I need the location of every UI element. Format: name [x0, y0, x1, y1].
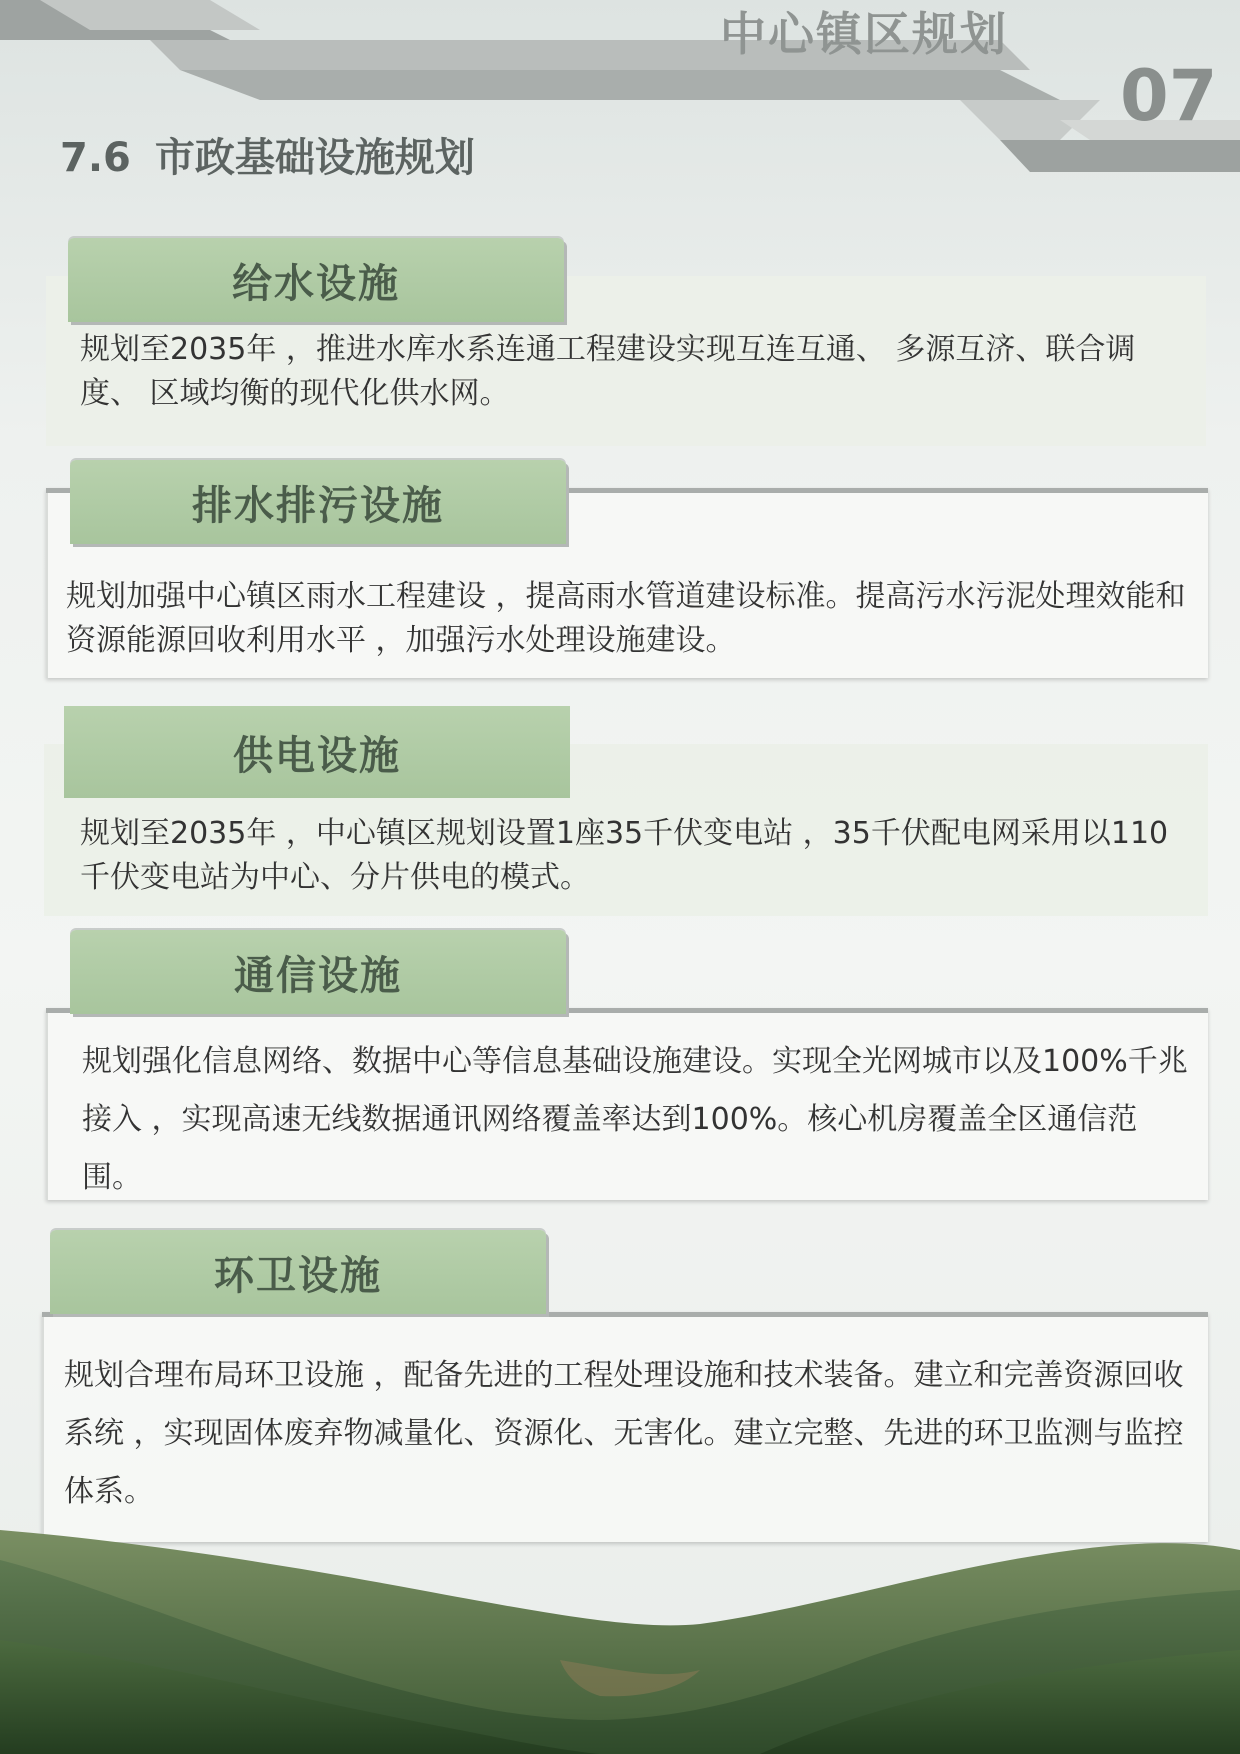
card-telecom [46, 1008, 1208, 1200]
mountain-landscape-image [0, 1520, 1240, 1754]
card-tab-drainage [70, 460, 566, 544]
chapter-title: 中心镇区规划 [720, 7, 1008, 61]
card-tab-sanitation [50, 1230, 546, 1314]
card-title: 供电设施 [233, 732, 401, 779]
section-title [60, 128, 660, 188]
card-sanitation [42, 1312, 1208, 1542]
card-text: 规划强化信息网络、数据中心等信息基础设施建设。实现全光网城市以及100%千兆接入 ，实现高速无线数据通讯网络覆盖率达到100%。核心机房覆盖全区通信范围。 [82, 1044, 1188, 1195]
card-tab-power-supply [64, 706, 570, 798]
chapter-number: 07 [1120, 55, 1218, 137]
card-text: 规划加强中心镇区雨水工程建设 ，提高雨水管道建设标准。提高污水污泥处理效能和资源能源回收利用水平 ，加强污水处理设施建设。 [66, 579, 1186, 658]
card-tab-water-supply [68, 238, 564, 322]
card-text: 规划合理布局环卫设施 ，配备先进的工程处理设施和技术装备。建立和完善资源回收系统 ，实现固体废弃物减量化、资源化、无害化。建立完整、先进的环卫监测与监控体系。 [64, 1358, 1184, 1509]
card-title: 环卫设施 [214, 1252, 382, 1299]
card-text: 规划至2035年 ，中心镇区规划设置1座35千伏变电站 ，35千伏配电网采用以110千伏变电站为中心、分片供电的模式。 [80, 816, 1169, 895]
section-number: 7.6 [60, 135, 131, 181]
card-tab-telecom [70, 930, 566, 1014]
card-title: 排水排污设施 [192, 482, 444, 529]
section-heading: 市政基础设施规划 [154, 135, 475, 181]
card-text: 规划至2035年 ，推进水库水系连通工程建设实现互连互通、 多源互济、联合调度、 区域均衡的现代化供水网。 [80, 332, 1136, 411]
card-title: 给水设施 [232, 260, 400, 307]
card-title: 通信设施 [234, 952, 402, 999]
